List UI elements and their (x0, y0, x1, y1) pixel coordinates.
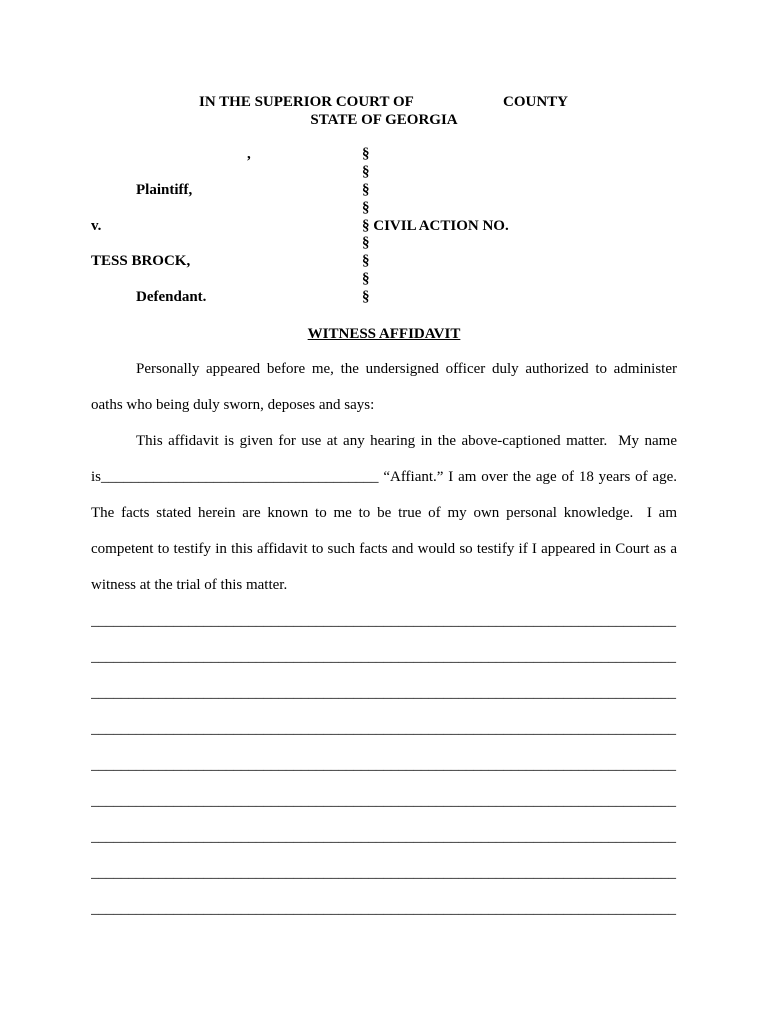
blank-fill-line: ______________________________________________________________________________ (91, 757, 676, 773)
paragraph-line: This affidavit is given for use at any hearing in the above-captioned matter. My name (136, 433, 677, 449)
blank-fill-line: ______________________________________________________________________________ (91, 829, 676, 845)
blank-fill-line: ______________________________________________________________________________ (91, 901, 676, 917)
paragraph-line: witness at the trial of this matter. (91, 577, 288, 593)
blank-fill-line: ______________________________________________________________________________ (91, 865, 676, 881)
county-label: COUNTY (503, 94, 569, 110)
defendant-label: Defendant. (136, 289, 207, 306)
plaintiff-name: , (247, 146, 251, 162)
section-symbol: § (362, 217, 370, 234)
civil-action-row (362, 218, 662, 236)
blank-fill-line: ______________________________________________________________________________ (91, 793, 676, 809)
section-symbol: § (362, 181, 370, 198)
paragraph-line: The facts stated herein are known to me to be true of my own personal knowledge. I am (91, 505, 677, 521)
state-line: STATE OF GEORGIA (310, 112, 458, 128)
paragraph-line: Personally appeared before me, the undersigned officer duly authorized to administer (136, 361, 677, 377)
section-symbol: § (362, 235, 370, 252)
paragraph-line: oaths who being duly sworn, deposes and says: (91, 397, 375, 413)
blank-fill-line: ______________________________________________________________________________ (91, 649, 676, 665)
section-symbol: § (362, 146, 370, 162)
civil-action-label: CIVIL ACTION NO. (373, 217, 509, 234)
defendant-name: TESS BROCK, (91, 253, 191, 270)
section-symbol: § (362, 253, 370, 270)
plaintiff-label: Plaintiff, (136, 181, 193, 198)
section-symbol: § (362, 199, 370, 216)
section-symbol: § (362, 271, 370, 288)
section-symbol: § (362, 289, 370, 306)
blank-fill-line: ______________________________________________________________________________ (91, 685, 676, 701)
document-title-row (0, 325, 768, 343)
paragraph-line: competent to testify in this affidavit to such facts and would so testify if I appeared in Court as a (91, 541, 677, 557)
section-symbol: § (362, 163, 370, 180)
affidavit-body (91, 351, 677, 927)
document-title: WITNESS AFFIDAVIT (307, 326, 461, 342)
versus-label: v. (91, 217, 102, 234)
blank-fill-line: ______________________________________________________________________________ (91, 721, 676, 737)
case-caption (0, 146, 768, 308)
section-symbol-column (362, 146, 662, 307)
blank-fill-line: ______________________________________________________________________________ (91, 613, 676, 629)
paragraph-line: is_____________________________________ “Affiant.” I am over the age of 18 years of age. (91, 469, 677, 485)
court-name-line: IN THE SUPERIOR COURT OF (199, 94, 414, 110)
